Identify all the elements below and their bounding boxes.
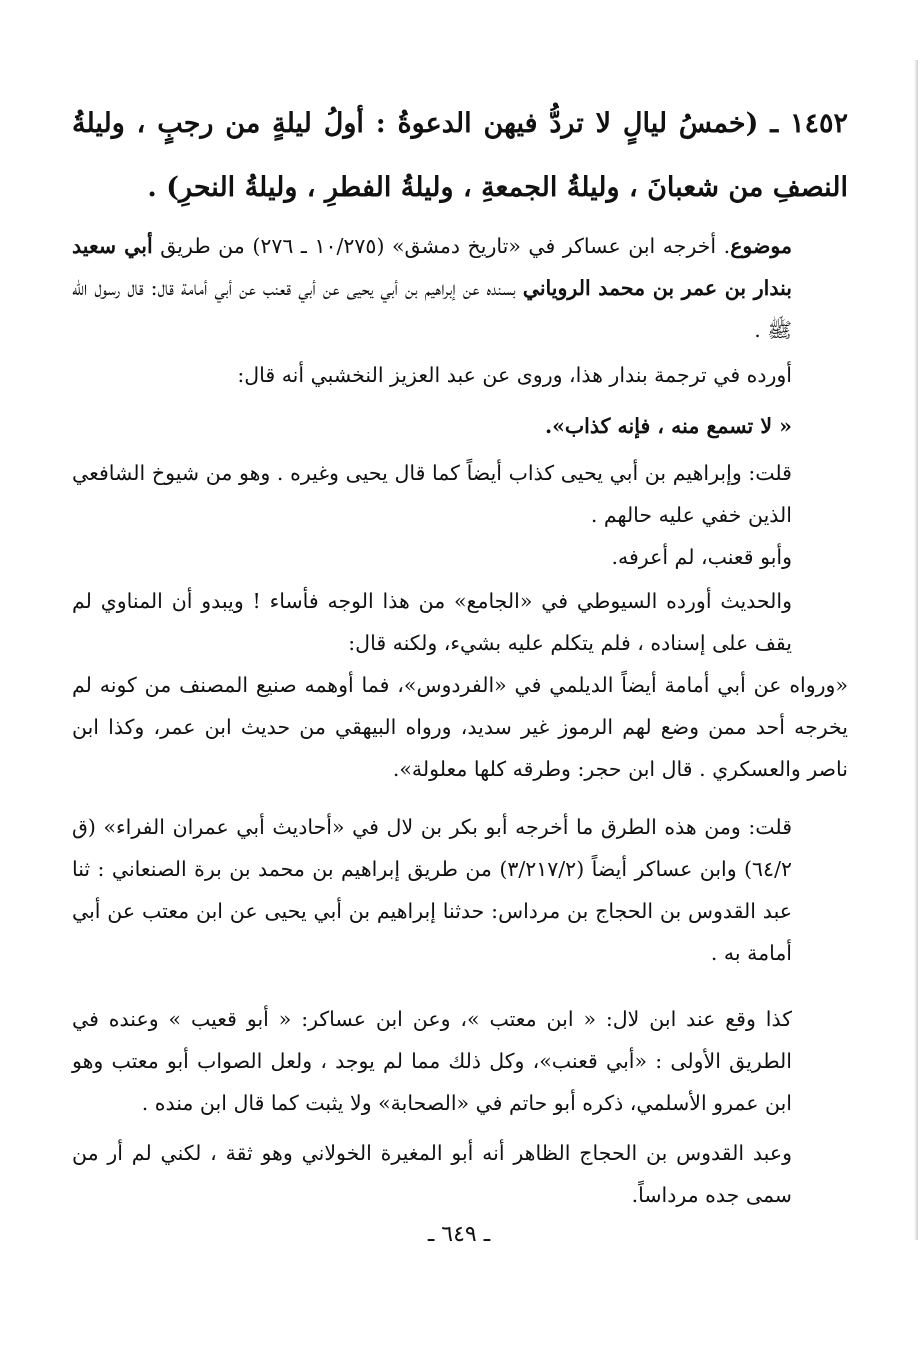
page-number: ـ ٦٤٩ ـ [427,1222,491,1247]
hadith-heading: ١٤٥٢ ـ (خمسُ ليالٍ لا تردُّ فيهن الدعوةُ : أولُ ليلةٍ من رجبٍ ، وليلةُ النصفِ من شعبانَ ، وليلةُ الجمعةِ ، وليلةُ الفطرِ ، وليلةُ النحرِ) . [72,108,848,203]
paragraph-text: . أخرجه ابن عساكر في «تاريخ دمشق» (١٠/٢٧٥ ـ ٢٧٦) من طريق [152,234,731,258]
paragraph-text: قلت: وإبراهيم بن أبي يحيى كذاب أيضاً كما قال يحيى وغيره . وهو من شيوخ الشافعي الذين خفي عليه حالهم . [72,461,792,527]
paragraph-text: والحديث أورده السيوطي في «الجامع» من هذا الوجه فأساء ! ويبدو أن المناوي لم يقف على إسناده ، فلم يتكلم عليه بشيء، ولكنه قال: [72,589,792,655]
narrator-name: أبي سعيد بندار بن عمر بن محمد الروياني [72,234,793,300]
verdict-label: موضوع [730,234,793,258]
paragraph-text: أورده في ترجمة بندار هذا، وروى عن عبد العزيز النخشبي أنه قال: [237,363,792,387]
paragraph-takhrij [72,225,848,351]
paragraph-text: بسنده عن إبراهيم بن أبي يحيى عن أبي قعنب عن أبي أمامة قال: قال رسول الله ﷺ . [72,276,792,342]
paragraph-text: قلت: ومن هذه الطرق ما أخرجه أبو بكر بن لال في «أحاديث أبي عمران الفراء» (ق ٦٤/٢) وابن عساكر أيضاً (٣/٢١٧/٢) من طريق إبراهيم بن محمد بن برة الصنعاني : ثنا عبد القدوس بن الحجاج بن مرداس: حدثنا إبراهيم بن أبي يحيى عن ابن معتب عن أبي أمامة به . [72,815,792,965]
scan-edge-shadow [914,60,918,1240]
paragraph-text: وأبو قعنب، لم أعرفه. [611,545,792,569]
quoted-paragraph: «ورواه عن أبي أمامة أيضاً الديلمي في «الفردوس»، فما أوهمه صنيع المصنف من كونه لم يخرجه أحد ممن وضع لهم الرموز غير سديد، ورواه البيهقي من حديث ابن عمر، وكذا ابن ناصر والعسكري . قال ابن حجر: وطرقه كلها معلولة». [72,673,848,781]
paragraph-text: وعبد القدوس بن الحجاج الظاهر أنه أبو المغيرة الخولاني وهو ثقة ، لكني لم أر من سمى جده مرداساً. [72,1141,792,1207]
paragraph-text: كذا وقع عند ابن لال: « ابن معتب »، وعن ابن عساكر: « أبو قعيب » وعنده في الطريق الأولى : «أبي قعنب»، وكل ذلك مما لم يوجد ، ولعل الصواب أبو معتب وهو ابن عمرو الأسلمي، ذكره أبو حاتم في «الصحابة» ولا يثبت كما قال ابن منده . [72,1007,792,1115]
quoted-statement: « لا تسمع منه ، فإنه كذاب». [544,414,792,438]
